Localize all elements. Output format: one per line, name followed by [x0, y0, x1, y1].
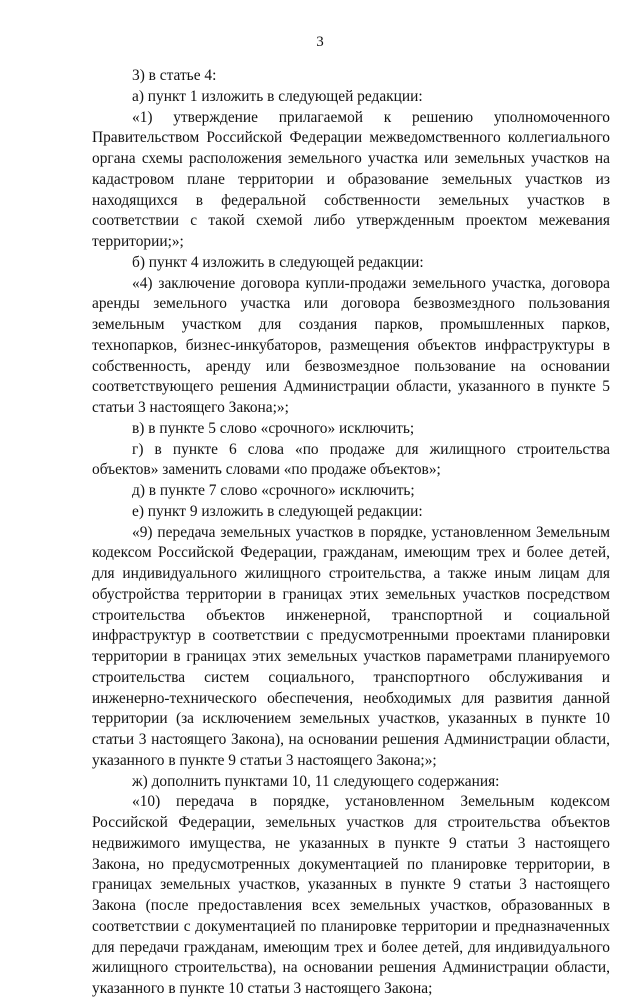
paragraph-item-v: в) в пункте 5 слово «срочного» исключить; [132, 419, 415, 437]
paragraph-point-4-text: «4) заключение договора купли-продажи земельного участка, договора аренды земельного участка или договора безвозмездного пользования земельным участком для создания парков, промышленных парков, технопарков, бизнес-инкубаторов, размещения объектов инфраструктуры в собственность, аренду или безвозмездное пользование на основании соответствующего решения Администрации области, указанного в пункте 5 статьи 3 настоящего Закона;»; [92, 274, 610, 416]
paragraph-item-d: д) в пункте 7 слово «срочного» исключить; [132, 482, 415, 499]
paragraph-point-9-text: «9) передача земельных участков в порядке, установленном Земельным кодексом Российской Федерации, гражданам, имеющим трех и более детей, для индивидуального жилищного строительства, а также иным лицам для обустройства территории в границах этих земельных участков посредством строительства объектов инженерной, транспортной и социальной инфраструктур в соответствии с предусмотренными проектами планировки территории в границах этих земельных участков параметрами планируемого строительства систем социального, транспортного обслуживания и инженерно-технического обеспечения, необходимых для развития данной территории (за исключением земельных участков, указанных в пункте 10 статьи 3 настоящего Закона), на основании решения Администрации области, указанного в пункте 9 статьи 3 настоящего Закона;»; [92, 523, 610, 769]
paragraph-point-10-text: «10) передача в порядке, установленном Земельным кодексом Российской Федерации, земельных участков для строительства объектов недвижимого имущества, не указанных в пункте 9 статьи 3 настоящего Закона, но предусмотренных документацией по планировке территории, в границах земельных участков, указанных в пункте 9 статьи 3 настоящего Закона (после предоставления всех земельных участков, образованных в соответствии с документацией по планировке территории и предназначенных для передачи гражданам, имеющим трех и более детей, для индивидуального жилищного строительства), на основании решения Администрации области, указанного в пункте 10 статьи 3 настоящего Закона; [92, 793, 610, 997]
paragraph-item-a: а) пункт 1 изложить в следующей редакции: [132, 87, 423, 105]
paragraph-item-zh: ж) дополнить пунктами 10, 11 следующего содержания: [132, 772, 500, 790]
page-number: 3 [316, 34, 324, 50]
paragraph-point-1-text: «1) утверждение прилагаемой к решению уполномоченного Правительством Российской Федерации межведомственного коллегиального органа схемы расположения земельного участка или земельных участков на кадастровом плане территории и образование земельных участков из находящихся в федеральной собственности земельных участков в соответствии с такой схемой либо утвержденным проектом межевания территории;»; [92, 108, 610, 250]
paragraph-item-g: г) в пункте 6 слова «по продаже для жилищного строительства объектов» заменить словами «по продаже объектов»; [92, 440, 610, 479]
document-body [92, 66, 610, 1000]
paragraph-article-4: 3) в статье 4: [132, 67, 217, 84]
paragraph-item-b: б) пункт 4 изложить в следующей редакции: [132, 253, 424, 271]
paragraph-item-e: е) пункт 9 изложить в следующей редакции: [132, 502, 423, 520]
